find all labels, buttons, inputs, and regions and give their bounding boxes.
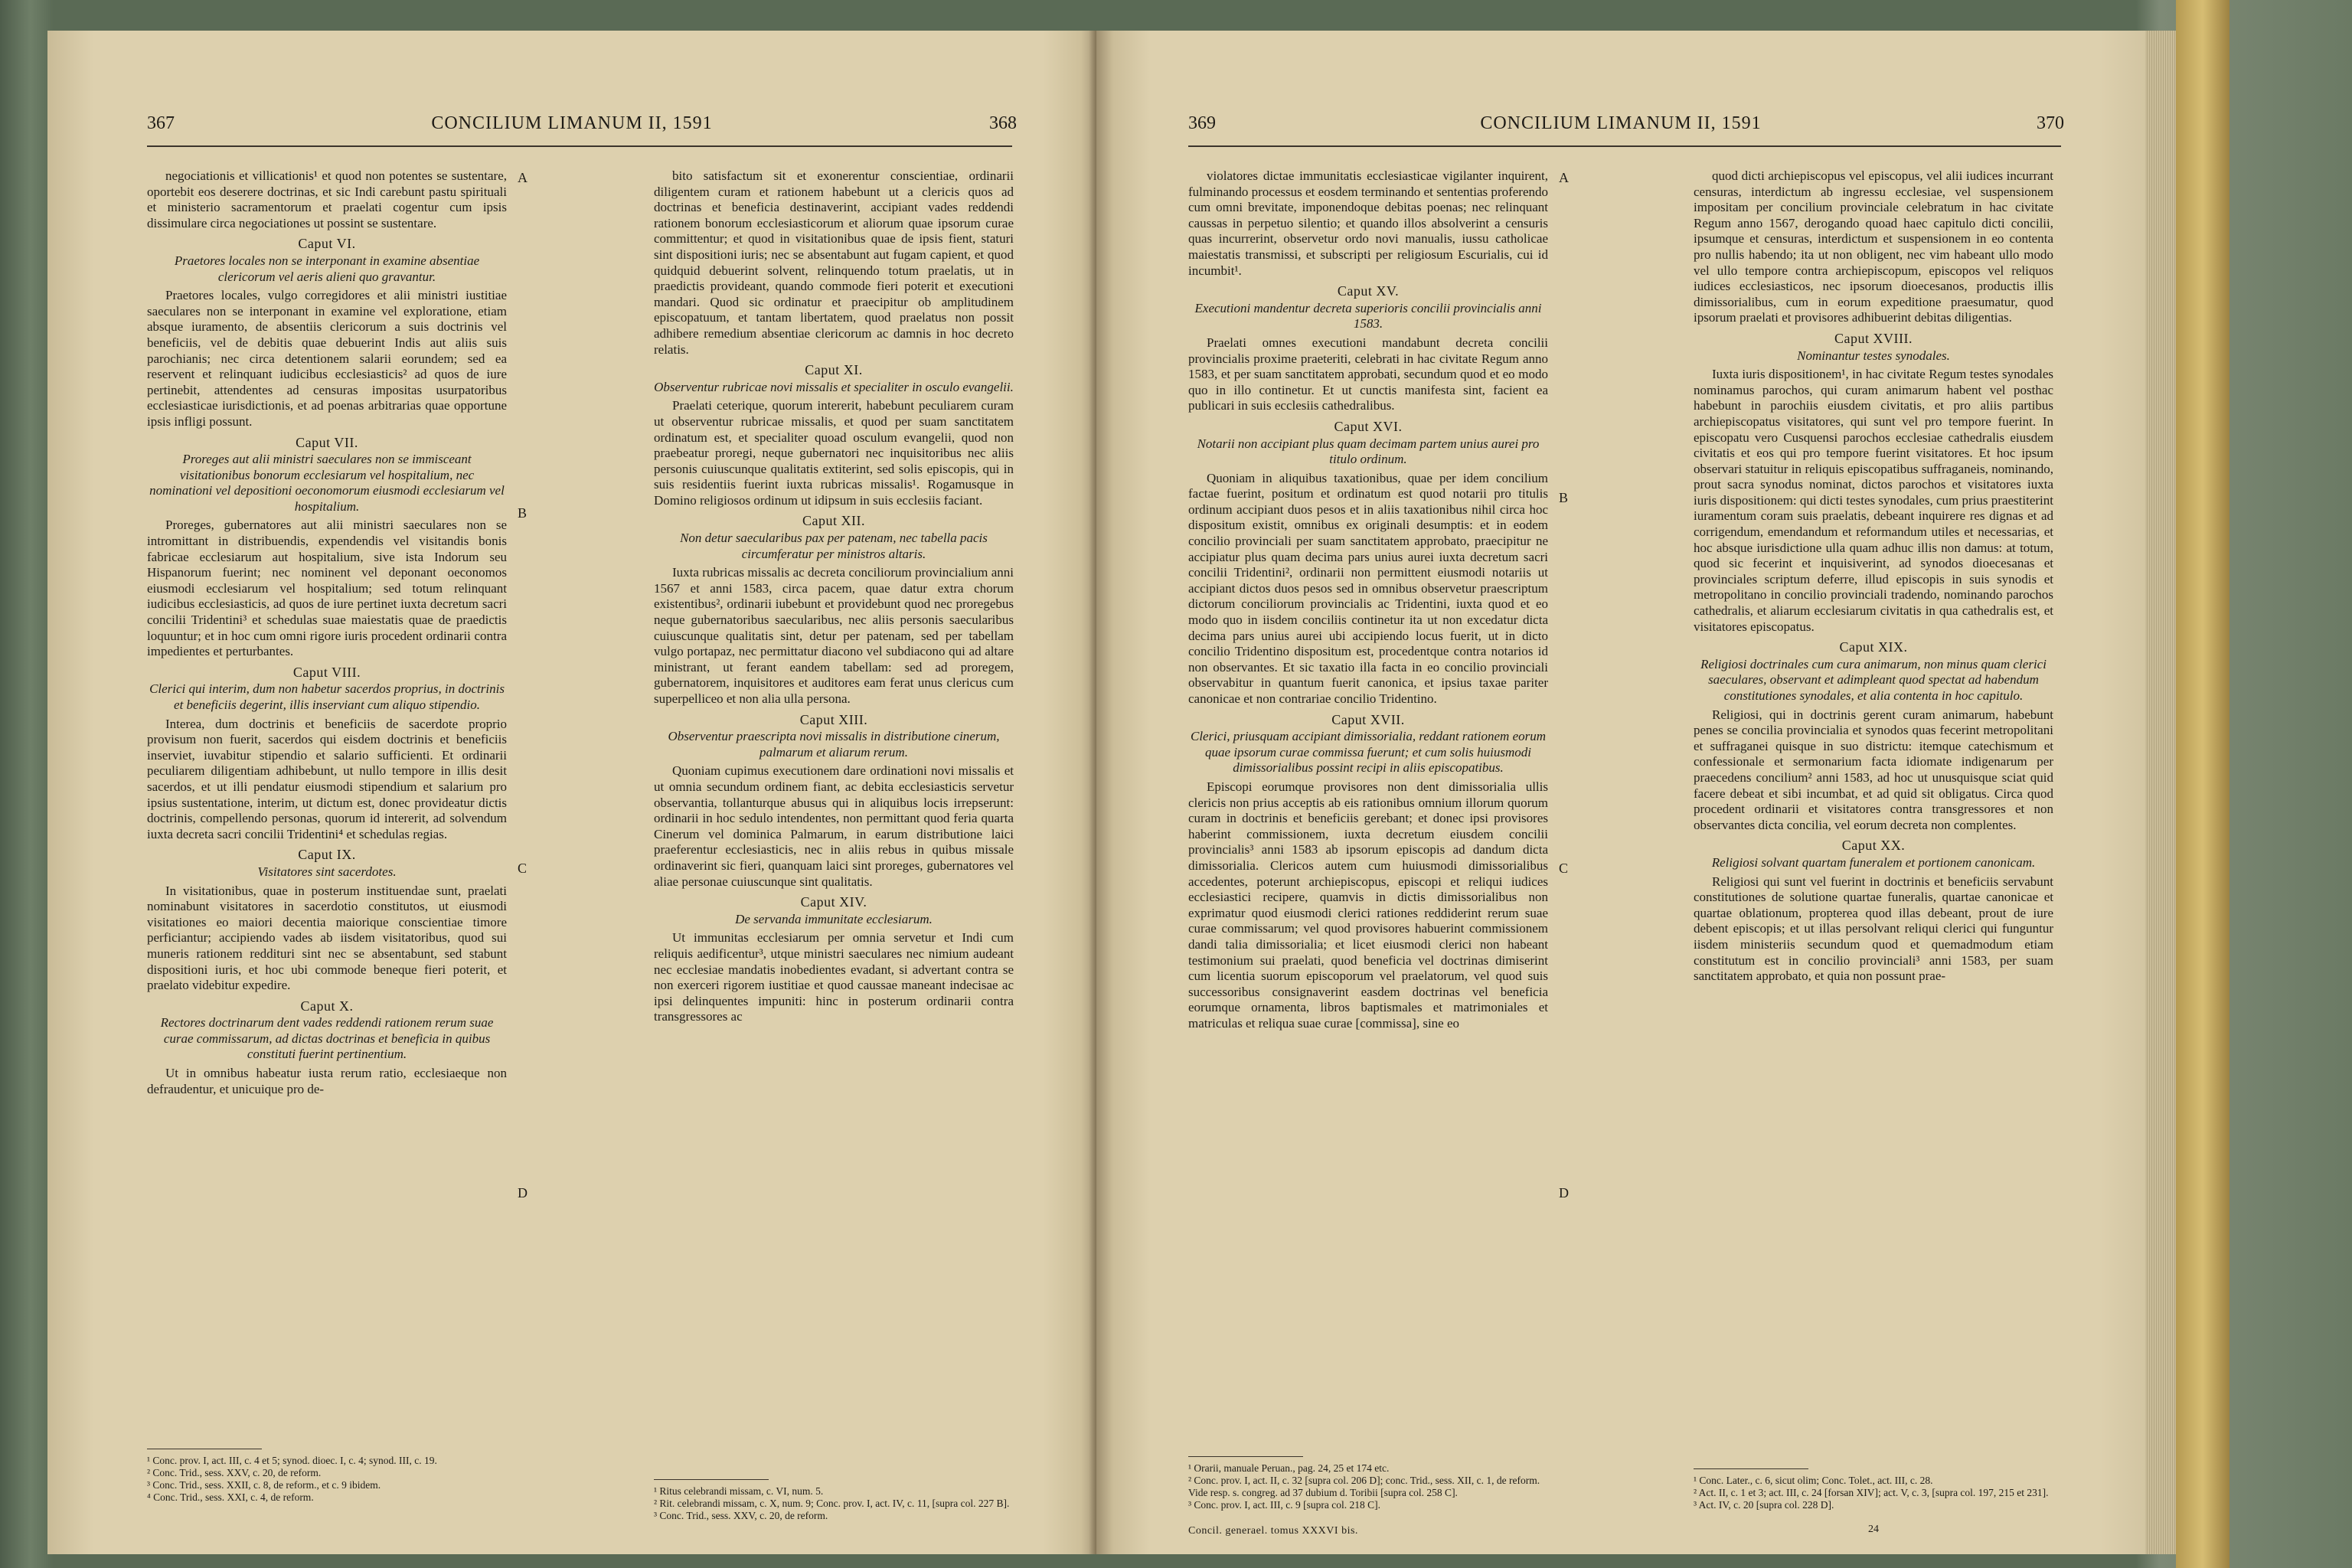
footnote-rule [1188,1456,1303,1457]
paragraph: Ut in omnibus habeatur iusta rerum ratio, ecclesiaeque non defraudentur, et unicuique pro de- [147,1066,507,1096]
chapter-rubric: De servanda immunitate ecclesiarum. [735,911,933,926]
chapter-rubric: Executioni mandentur decreta superioris concilii provincialis anni 1583. [1194,300,1542,332]
paragraph: Praelati ceterique, quorum intererit, habebunt peculiarem curam ut observentur rubricae missalis, et quod per suam sanctitatem ordinatum est, et specialiter quoad osculum evangelii, quod non praebeatur proregi, neque gubernatori nec inquisitoribus nec aliis personis cuiuscunque qualitatis extiterint, sed solis episcopis, qui in suis residentiis fuerint iuxta rubricas missalis¹. Rogamusque in Domino religiosos ordinum ut idipsum in suis ecclesiis faciant. [654,398,1014,508]
right-page-header [1096,113,2145,144]
page-number-369: 369 [1188,113,1216,133]
paragraph: Iuxta rubricas missalis ac decreta conciliorum provincialium anni 1567 et anni 1583, circa pacem, quae datur extra chorum existentibus², ordinarii iubebunt et providebunt quod nec proregebus neque gubernatoribus saecularibus, nec aliis personis saecularibus cuiuscunque qualitatis sint, detur per patenam, sed per tabellam vulgo portapaz, nec permittatur diacono vel subdiacono qui ad altare ministrant, ut ferant eandem tabellam: sed ad proregem, gubernatorem, inquisitores et auditores eam ferat unus clericus cum superpelliceo et non alia ulla persona. [654,565,1014,706]
chapter-heading: Caput XII. [802,513,865,529]
chapter-heading: Caput XX. [1841,838,1906,854]
footnote: ¹ Conc. Later., c. 6, sicut olim; Conc. Tolet., act. III, c. 28. [1694,1475,1933,1486]
chapter-rubric: Rectores doctrinarum dent vades reddendi rationem rerum suae curae commissarum, ad dictas doctrinas et beneficia in quibus constituti fuerint pertinentium. [160,1015,494,1062]
chapter-rubric: Praetores locales non se interponant in examine absentiae clericorum vel aeris alieni quo gravantur. [174,253,480,284]
left-page-header [47,113,1096,144]
margin-letter-c: C [1559,861,1569,876]
chapter-heading: Caput XVI. [1334,418,1403,434]
footnote: ¹ Ritus celebrandi missam, c. VI, num. 5. [654,1485,824,1497]
running-title: CONCILIUM LIMANUM II, 1591 [431,113,713,133]
paragraph: Quoniam in aliquibus taxationibus, quae per idem concilium factae fuerint, positum et ordinatum est quod notarii pro titulis ordinum accipiant duos pesos et in aliis taxationibus nihil circa hoc dispositum existit, omnibus ex originali desumptis: et in eodem concilio provinciali per suam sanctitatem approbato, praecipitur ne accipiatur plus quam decima pars unius aurei iuxta decretum sacri concilii Tridentini², ordinarii non permittent eiusmodi notariis ut accipiant dictos duos pesos sed in omnibus observetur praescriptum dictorum conciliorum provincialis ac Tridentini, iuxta quod et eo modo quo in iisdem conciliis continetur ita ut non excedatur dicta decima pars unius aurei ubi accipiendo locus fuerit, ut in dicto concilio Tridentino dispositum est, procedentque contra notarios id non observantes. Et sic taxatio illa facta in eo concilio provinciali observabitur in quantum fuerit canonica, et ipsius taxae pariter canonicae et non contrariae concilio Tridentino. [1188,470,1548,706]
footnote-rule [1694,1468,1808,1469]
signature-number: 24 [1868,1524,1879,1535]
chapter-rubric: Religiosi solvant quartam funeralem et portionem canonicam. [1711,854,2036,870]
chapter-rubric: Non detur saecularibus pax per patenam, nec tabella pacis circumferatur per ministros altaris. [680,531,988,561]
footnote: ³ Act. IV, c. 20 [supra col. 228 D]. [1694,1499,1834,1511]
chapter-heading: Caput XIX. [1839,639,1908,655]
margin-letter-b: B [1559,490,1569,505]
page-number-370: 370 [2037,113,2064,133]
chapter-heading: Caput X. [300,998,354,1014]
right-page-column-2 [1694,168,2053,985]
left-page-column-1 [147,168,507,1097]
margin-letter-b: B [518,505,528,521]
footnote-rule [654,1479,769,1480]
footnote: ³ Conc. Trid., sess. XXV, c. 20, de reform. [654,1510,828,1521]
footnotes-column-1 [147,1455,507,1504]
running-title: CONCILIUM LIMANUM II, 1591 [1480,113,1762,133]
chapter-heading: Caput XVII. [1331,711,1405,727]
right-page [1096,31,2145,1554]
chapter-heading: Caput IX. [298,847,356,863]
chapter-heading: Caput VII. [296,434,358,450]
paragraph: Ut immunitas ecclesiarum per omnia servetur et Indi cum reliquis aedificentur³, utque ministri saeculares nec nimium audeant nec ecclesiae mandatis inobedientes evadant, si advertant contra se non exerceri rigorem iustitiae et quod caussae maneant indecisae ac ipsi delinquentes impuniti: hinc in posterum ordinarii contra transgressores ac [654,930,1014,1024]
chapter-heading: Caput VIII. [292,664,361,680]
paragraph: In visitationibus, quae in posterum instituendae sunt, praelati nominabunt visitatores in sacerdotio constitutos, ut eiusmodi visitationes eo maiori decentia maiorique conscientiae timore perficiantur; accipiendo vades ab iisdem visitatoribus, quod sui muneris rationem reddituri sint nec se absentabunt, sed stabunt dispositioni iuris, et hoc ubi commode beneque fieri poterit, et praelato videbitur expedire. [147,883,507,993]
paragraph: Proreges, gubernatores aut alii ministri saeculares non se intromittant in distribuendis, expendendis vel visitandis bonis fabricae ecclesiarum aut hospitalium, sive ista Indorum seu Hispanorum fuerint; nec nominent vel deponant oeconomos eiusmodi ecclesiarum vel hospitalium; sed totum relinquant iudicibus ecclesiasticis, ad quos de iure pertinet iuxta decretum sacri concilii Tridentini³ et schedulas suae maiestatis quae de praedictis loquuntur; et in hoc cum omni rigore iuris procedent ordinarii contra impedientes et perturbantes. [147,518,507,659]
footnote: ² Conc. Trid., sess. XXV, c. 20, de reform. [147,1467,322,1478]
footnote: ³ Conc. Trid., sess. XXII, c. 8, de reform., et c. 9 ibidem. [147,1479,381,1491]
paragraph: Religiosi, qui in doctrinis gerent curam animarum, habebunt penes se concilia provincialia et synodos quas fecerint metropolitani et suffraganei quisque in suo districtu: itemque catechismum et confessionale et sermonarium facta idiomate indigenarum per praecedens concilium² anni 1583, ad hoc ut unusquisque sciat quid facere debeat et sibi incumbat, et ad quid sit obligatus. Circa quod procedent ordinarii et visitatores contra transgressores et non observantes dicta concilia, vel eorum decreta non complentes. [1694,707,2053,832]
margin-letter-d: D [518,1185,528,1200]
chapter-rubric: Clerici, priusquam accipiant dimissorialia, reddant rationem eorum quae ipsorum curae commissa fuerunt; et cum solis huiusmodi dimissorialibus possint recipi in aliis episcopatibus. [1190,729,1547,776]
signature-mark: Concil. generael. tomus XXXVI bis. [1188,1525,1358,1537]
footnote: ¹ Orarii, manuale Peruan., pag. 24, 25 et 174 etc. [1188,1462,1390,1474]
margin-letter-c: C [518,861,528,876]
footnote: ³ Conc. prov. I, act. III, c. 9 [supra col. 218 C]. [1188,1499,1380,1511]
margin-letter-d: D [1559,1185,1569,1200]
paragraph: Quoniam cupimus executionem dare ordinationi novi missalis et ut omnia secundum ordinem fiant, ac debita ecclesiasticis servetur observantia, tollanturque abusus qui in aliquibus locis irrepserunt: ordinarii in hoc sedulo intendentes, non permittant quod feria quarta Cinerum vel dominica Palmarum, in earum distributione laici praeferentur ecclesiasticis, nec in aliis rebus in quibus missale ordinaverint sic fieri, quanquam laici sint proreges, gubernatores vel aliae personae cuiuscunque sint qualitatis. [654,763,1014,889]
paragraph: violatores dictae immunitatis ecclesiasticae vigilanter inquirent, fulminando processus et eosdem terminando et sententias proferendo cum omni brevitate, imponendoque debitas poenas; nec relinquant caussas in perpetuo silentio; et quando illos absolverint a censuris quas incurrerint, observetur ordo novi manualis, iussu catholicae maiestatis transmissi, et subscripti per religiosum Escurialis, cui id incumbit¹. [1188,168,1548,278]
footnote: ² Rit. celebrandi missam, c. X, num. 9; Conc. prov. I, act. IV, c. 11, [supra col. 227 B]. [654,1498,1010,1509]
chapter-heading: Caput XIV. [800,894,867,910]
paragraph: Religiosi qui sunt vel fuerint in doctrinis et beneficiis servabunt constitutiones de solutione quartae funeralis, quartae canonicae et quartae oblationum, propterea quod illas debeant, prout de iure debent episcopis; et ut illas persolvant reliqui clerici qui funguntur iisdem ministeriis secundum quod et quemadmodum etiam constitutum est in concilio provinciali³ anni 1583, per suam sanctitatem approbato, et quia non possunt prae- [1694,874,2053,984]
chapter-rubric: Visitatores sint sacerdotes. [257,864,397,879]
chapter-rubric: Religiosi doctrinales cum cura animarum, non minus quam clerici saeculares, observant et adimpleant quod spectat ad habendum constitutiones synodales, et alia contenta in hoc capitulo. [1700,656,2047,703]
footnote: ² Conc. prov. I, act. II, c. 32 [supra col. 206 D]; conc. Trid., sess. XII, c. 1, de reform. Vide resp. s. congreg. ad 37 dubium d. Toribii [supra col. 258 C]. [1188,1475,1540,1498]
chapter-heading: Caput XV. [1337,283,1400,299]
chapter-rubric: Observentur rubricae novi missalis et specialiter in osculo evangelii. [654,379,1014,394]
page-number-367: 367 [147,113,175,133]
footnotes-column-2 [1694,1475,2053,1511]
chapter-rubric: Proreges aut alii ministri saeculares non se immisceant visitationibus bonorum ecclesiarum vel hospitalium, nec nominationi vel depositioni oeconomorum eiusmodi ecclesiarum vel hospitalium. [149,452,505,514]
footnote: ⁴ Conc. Trid., sess. XXI, c. 4, de reform. [147,1491,314,1503]
paragraph: Praelati omnes executioni mandabunt decreta concilii provincialis proxime praeteriti, celebrati in hac civitate Regum anno 1583, et per suam sanctitatem approbati, secundum quod et eo modo quo in illo continetur. Et ut cunctis manifesta sint, facient ea publicari in suis ecclesiis cathedralibus. [1188,335,1548,413]
paragraph: Episcopi eorumque provisores non dent dimissorialia ullis clericis non prius acceptis ab eis rationibus omnium illorum quorum curam in doctrinis et beneficiis gerebant; et donec ipsi provisores haberint commissionem, iuxta decretum eiusdem concilii provincialis³ anni 1583 ab ipsorum episcopis ad dandum dicta dimissorialia. Clericos autem cum huiusmodi dimissorialibus accedentes, poterunt archiepiscopus, episcopi et reliqui iudices ecclesiastici recipere, quamvis in dictis dimissorialibus non exprimatur quod eiusmodi clerici rationes reddiderint rerum suae curae commissarum; vel quod provisores habuerint commissionem dandi talia dimissorialia; et licet eiusmodi clerici non habeant testimonium sui praelati, quod beneficia vel doctrinas dimiserint cum licentia suorum episcoporum vel praelatorum, vel quod suis successoribus consignaverint easdem doctrinas vel beneficia eorumque ornamenta, libros baptismales et matrimoniales et matriculas et reliqua suae curae [commissa], sine eo [1188,779,1548,1031]
right-page-column-1 [1188,168,1548,1031]
chapter-heading: Caput XVIII. [1834,330,1913,346]
page-edges [2145,31,2176,1554]
footnotes-column-2 [654,1485,1014,1522]
paragraph: quod dicti archiepiscopus vel episcopus, vel alii iudices incurrant censuras, interdictum ab ingressu ecclesiae, vel suspensionem impositam per concilium provinciale celebratum in hac civitate Regum anno 1567, derogando quoad haec capitulo dicti concilii, ipsumque et censuras, interdictum et suspensionem in eo contenta pro nullis habendo; ita ut non obligent, nec vim habeant ullo modo vel ullo tempore contra archiepiscopum, episcopos vel reliquos iudices ecclesiasticos, nec ipsorum dioecesanos, productis illis dimissorialibus, cum in eorum expeditione praesumatur, quod ipsorum praelati et provisores adhibuerint debitas diligentias. [1694,168,2053,325]
chapter-heading: Caput VI. [298,236,356,252]
page-number-368: 368 [989,113,1017,133]
paragraph: negociationis et villicationis¹ et quod non potentes se sustentare, oportebit eos deserere doctrinas, et sic Indi carebunt pastu spirituali et ministerio sacramentorum et praelati cogentur cum ipsis dissimulare circa negociationes ut possint se sustentare. [147,168,507,230]
paragraph: bito satisfactum sit et exonerentur conscientiae, ordinarii diligentem curam et rationem habebunt ut a clericis quos ad doctrinas et beneficia destinaverint, accipiant vades reddendi rationem bonorum ecclesiasticorum et aliorum quae ipsorum curae committentur; et quod in visitationibus quae de ipsis fient, staturi sint dispositioni iuris; nec se absentabunt aut fugam capient, et quod quidquid debuerint solvent, relinquendo totum praelatis, ut in praedictis provideant, quando commode fieri poterit et executioni mandari. Quod sic ordinatur et praecipitur ob amplitudinem episcopatuum, et tantam libertatem, quod praelatus non possit adhibere remedium absentiae clericorum ac damnis in hoc decreto relatis. [654,168,1014,357]
left-page [47,31,1096,1554]
footnotes-column-1 [1188,1462,1548,1511]
chapter-heading: Caput XI. [805,362,863,378]
header-rule [1188,145,2061,147]
chapter-rubric: Observentur praescripta novi missalis in distributione cinerum, palmarum et aliarum rerum. [668,729,1000,760]
margin-letter-a: A [1559,170,1569,185]
chapter-heading: Caput XIII. [799,711,868,727]
chapter-rubric: Nominantur testes synodales. [1797,348,1950,363]
margin-letter-a: A [518,170,528,185]
footnote: ² Act. II, c. 1 et 3; act. III, c. 24 [forsan XIV]; act. V, c. 3, [supra col. 197, 215 et 231]. [1694,1487,2049,1498]
paragraph: Iuxta iuris dispositionem¹, in hac civitate Regum testes synodales nominamus parochos, qui curam animarum habent vel posthac habebunt in parochiis eiusdem civitatis, et pro aliis partibus archiepiscopatus visitatores, qui sunt vel pro tempore fuerint. In episcopatu vero Cusquensi parochos ecclesiae cathedralis eiusdem civitatis et eos qui pro tempore fuerint visitatores. Et hoc ipsum observari statuitur in reliquis episcopatibus suffraganeis, nominando, prout sacra synodus nominat, dictos parochos et visitatores iuxta iuris dispositionem: qui dicti testes synodales, cum prius praestiterint iuramentum coram suis praelatis, debeant inquirere res dignas et ad corrigendum, emendandum et reformandum utiles et necessarias, et hoc absque iurisdictione ulla quam adhuc illis non damus: at totum, quod sic fecerint et inquisiverint, ad synodos dioecesanas et provinciales scriptum deferre, illud episcopis in suis synodis et metropolitano in concilio provinciali tradendo, nominando parochos cathedralis, et aliarum ecclesiarum civitatis in qua cathedralis est, et visitatores episcopatus. [1694,367,2053,634]
header-rule [147,145,1012,147]
chapter-rubric: Clerici qui interim, dum non habetur sacerdos proprius, in doctrinis et beneficiis degerint, illis inserviant cum aliquo stipendio. [149,681,505,712]
chapter-rubric: Notarii non accipiant plus quam decimam partem unius aurei pro titulo ordinum. [1197,436,1540,467]
book-cover-edge [2176,0,2230,1568]
paragraph: Praetores locales, vulgo corregidores et alii ministri iustitiae saeculares non se interponant in examine vel exploratione, etiam absque iuramento, de absentiis clericorum a suis doctrinis vel beneficiis, vel de debitis quae debuerint Indis aut aliis suis parochianis; nec circa detentionem salarii eorundem; sed ea reservent et relinquant iudicibus ecclesiasticis² ad quos de iure pertinebit, attendentes ad censuras impositas usurpatoribus ecclesiasticae iurisdictionis, et ad poenas arbitrarias quae opportune ipsis infligi possunt. [147,288,507,429]
left-page-column-2 [654,168,1014,1025]
paragraph: Interea, dum doctrinis et beneficiis de sacerdote proprio provisum non fuerit, sacerdos qui eisdem doctrinis et beneficiis inserviet, iuvabitur stipendio et salario sufficienti. Et ordinarii peculiarem diligentiam adhibebunt, ut nullo tempore in illis desit sacerdos, et ut illi pendatur eiusmodi stipendium et salarium pro ipsius sustentatione, interim, ut dictum est, donec provideatur dictis doctrinis, compellendo personas, quorum id intererit, ad solvendum iuxta decreta sacri concilii Tridentini⁴ et schedulas regias. [147,716,507,841]
footnote: ¹ Conc. prov. I, act. III, c. 4 et 5; synod. dioec. I, c. 4; synod. III, c. 19. [147,1455,437,1466]
